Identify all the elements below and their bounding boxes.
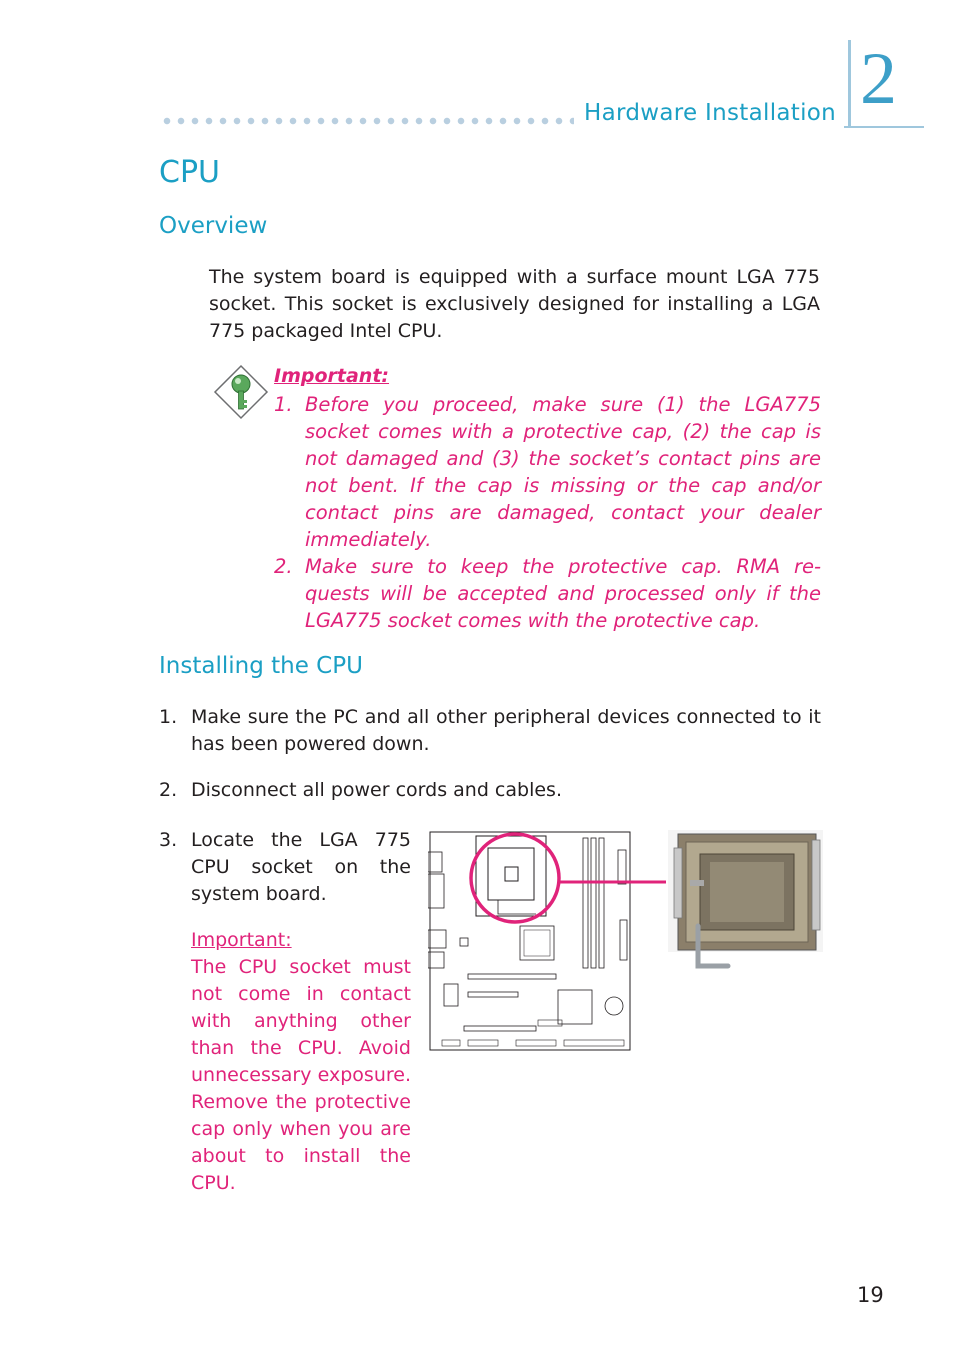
important-item-number: 1. (274, 393, 293, 416)
overview-paragraph: The system board is equipped with a surface mount LGA 775 socket. This socket is exclusively designed for installing a LGA 775 packaged Intel CPU. (209, 266, 820, 342)
important-item-text: Make sure to keep the protective cap. RMA re-quests will be accepted and processed only if the LGA775 socket comes with the protective cap. (305, 555, 821, 632)
note-text: The CPU socket must not come in contact with anything other than the CPU. Avoid unnecessary exposure. Remove the protective cap only when you are about to install the CPU. (191, 956, 411, 1194)
chapter-number: 2 (860, 38, 897, 120)
page-title: CPU (159, 155, 220, 190)
step-text: Disconnect all power cords and cables. (191, 779, 562, 801)
step-2 (159, 777, 821, 804)
step-number: 2. (159, 779, 178, 801)
step-number: 1. (159, 706, 178, 728)
step-text: Make sure the PC and all other peripheral devices connected to it has been powered down. (191, 706, 821, 755)
cpu-socket-figure (428, 830, 823, 1055)
step-3 (159, 827, 411, 908)
important-label: Important: (274, 365, 390, 387)
overview-heading: Overview (159, 213, 268, 239)
step-number: 3. (159, 829, 178, 851)
key-hint-icon (213, 364, 269, 420)
important-item (274, 553, 821, 634)
step-1 (159, 704, 821, 758)
chapter-tab-underline (844, 126, 924, 128)
header-dot-rule (160, 116, 574, 126)
motherboard-diagram (428, 832, 630, 1050)
header-section-title: Hardware Installation (584, 100, 837, 126)
step-text: Locate the LGA 775 CPU socket on the system board. (191, 829, 411, 905)
important-item-text: Before you proceed, make sure (1) the LGA775 socket comes with a protective cap, (2) the cap is not damaged and (3) the socket’s contact pins are not bent. If the cap is missing or the cap and/or contact pins are damaged, contact your dealer immediately. (305, 393, 821, 551)
page-number: 19 (857, 1283, 884, 1307)
important-list (274, 391, 821, 634)
important-item (274, 391, 821, 553)
cpu-socket-photo (668, 830, 823, 966)
note-label: Important: (191, 929, 292, 951)
installing-heading: Installing the CPU (159, 653, 363, 679)
important-item-number: 2. (274, 555, 293, 578)
chapter-tab-bar (848, 40, 851, 128)
